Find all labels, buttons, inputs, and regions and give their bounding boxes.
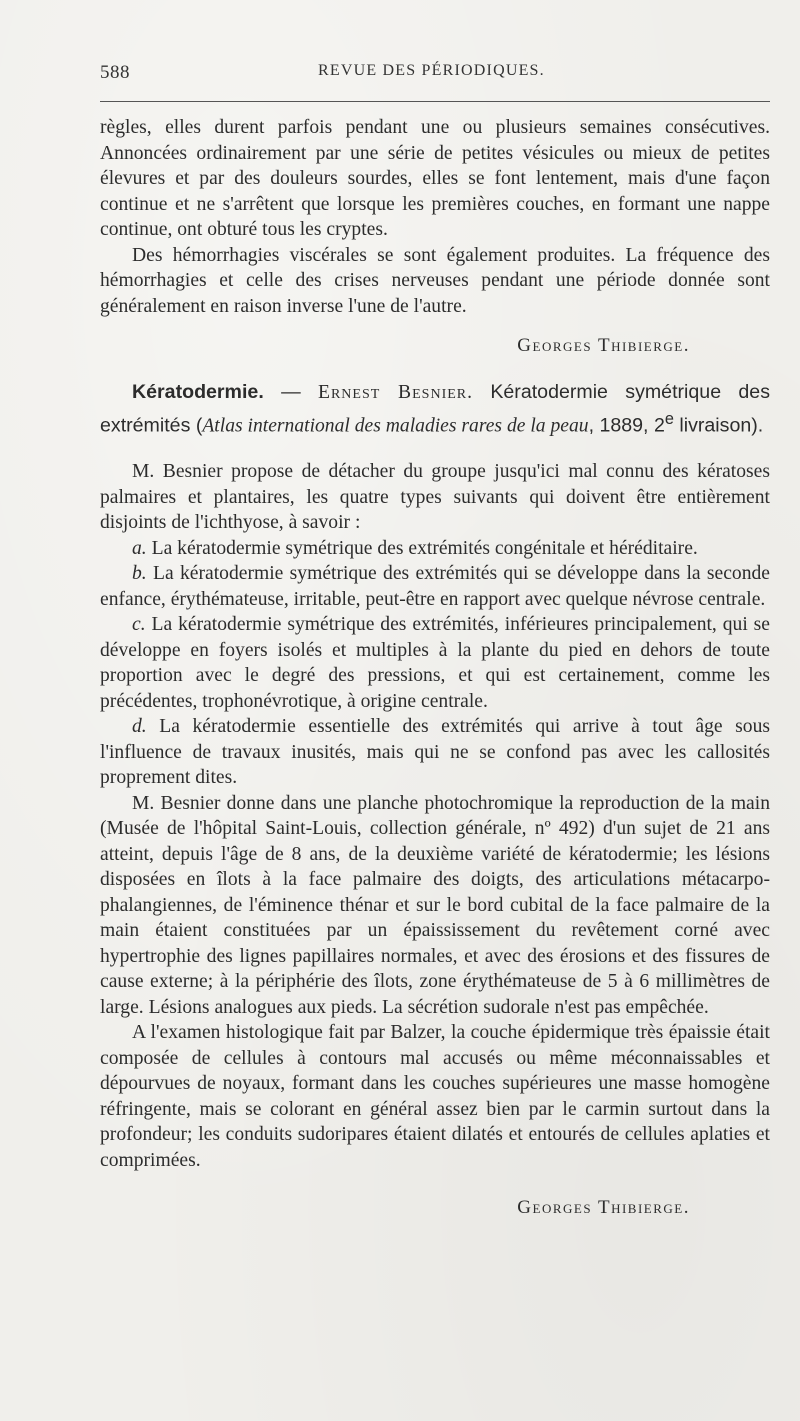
article-source: Atlas international des maladies rares de la peau bbox=[202, 415, 589, 437]
heading-dash: — bbox=[263, 380, 318, 403]
article-source-tail: , 1889, 2 bbox=[588, 414, 665, 437]
signature-previous: Georges Thibierge. bbox=[517, 335, 690, 356]
item-letter: c. bbox=[132, 614, 146, 636]
page-number: 588 bbox=[100, 62, 130, 83]
header-rule bbox=[100, 101, 770, 102]
superscript-e: e bbox=[664, 409, 674, 428]
list-item-d bbox=[100, 714, 770, 791]
list-item-c bbox=[100, 612, 770, 714]
list-item-b bbox=[100, 561, 770, 612]
paragraph-case: M. Besnier donne dans une planche photochromique la reproduction de la main (Musée de l'hôpital Saint-Louis, collection générale, nº 492) d'un sujet de 21 ans atteint, depuis l'âge de 8 ans, de la deuxième variété de kératodermie; les lésions disposées en îlots à la face palmaire des doigts, des articulations métacarpo-phalangiennes, de l'éminence thénar et sur le bord cubital de la face palmaire de la main étaient constituées par un épaississement du revêtement corné avec hypertrophie des lignes papillaires normales, et avec des érosions et des fissures de cause externe; à la périphérie des îlots, zone érythémateuse de 5 à 6 millimètres de large. Lésions analogues aux pieds. La sécrétion sudorale n'est pas empêchée. bbox=[100, 792, 770, 1018]
item-letter: b. bbox=[132, 563, 147, 585]
article-title-text: Kératodermie symétrique des extrémités ( bbox=[100, 380, 770, 437]
paragraph-hemorrhagies: Des hémorrhagies viscérales se sont également produites. La fréquence des hémorrhagies et celle des crises nerveuses pendant une période donnée sont généralement en raison inverse l'une de l'autre. bbox=[100, 244, 770, 317]
item-text: La kératodermie symétrique des extrémités, inférieures principalement, qui se développe en foyers isolés et multiples à la plante du pied en dehors de toute proportion avec le degré des pressions, et qui est certainement, comme les précédentes, trophonévrotique, à origine centrale. bbox=[100, 614, 770, 712]
item-text: La kératodermie essentielle des extrémités qui arrive à tout âge sous l'influence de travaux inusités, mais qui ne se confond pas avec les callosités proprement dites. bbox=[100, 716, 770, 789]
spacer bbox=[100, 439, 770, 459]
running-title: REVUE DES PÉRIODIQUES. bbox=[318, 62, 545, 79]
item-letter: a. bbox=[132, 537, 147, 559]
article-heading bbox=[100, 379, 770, 440]
page-header bbox=[100, 62, 770, 86]
paragraph-histology: A l'examen histologique fait par Balzer, la couche épidermique très épaissie était composée de cellules à contours mal accusés ou même méconnaissables et dépourvues de noyaux, formant dans les couches supérieures une masse homogène réfringente, mais se colorant en général assez bien par le carmin surtout dans la profondeur; les conduits sudoripares étaient dilatés et entourés de cellules aplaties et comprimées. bbox=[100, 1022, 770, 1171]
item-letter: d. bbox=[132, 716, 147, 738]
article-keyword: Kératodermie. bbox=[132, 380, 264, 403]
list-item-a bbox=[100, 536, 770, 562]
article-author: Ernest Besnier. bbox=[317, 381, 474, 403]
paragraph-intro: M. Besnier propose de détacher du groupe jusqu'ici mal connu des kératoses palmaires et plantaires, les quatre types suivants qui doivent être entièrement disjoints de l'ichthyose, à savoir : bbox=[100, 461, 770, 534]
page-body bbox=[100, 115, 770, 1221]
item-text: La kératodermie symétrique des extrémités congénitale et héréditaire. bbox=[146, 537, 698, 559]
article-source-end: livraison). bbox=[673, 414, 764, 437]
item-text: La kératodermie symétrique des extrémités qui se développe dans la seconde enfance, érythémateuse, irritable, peut-être en rapport avec quelque névrose centrale. bbox=[100, 563, 770, 610]
continued-paragraph: règles, elles durent parfois pendant une ou plusieurs semaines consécutives. Annoncées ordinairement par une série de petites vésicules ou mieux de petites élevures et par des douleurs sourdes, elles se font lentement, mais d'une façon continue et ne s'arrêtent que lorsque les premières couches, en formant une nappe continue, ont obturé tous les cryptes. bbox=[100, 117, 770, 240]
signature-article: Georges Thibierge. bbox=[517, 1197, 690, 1219]
